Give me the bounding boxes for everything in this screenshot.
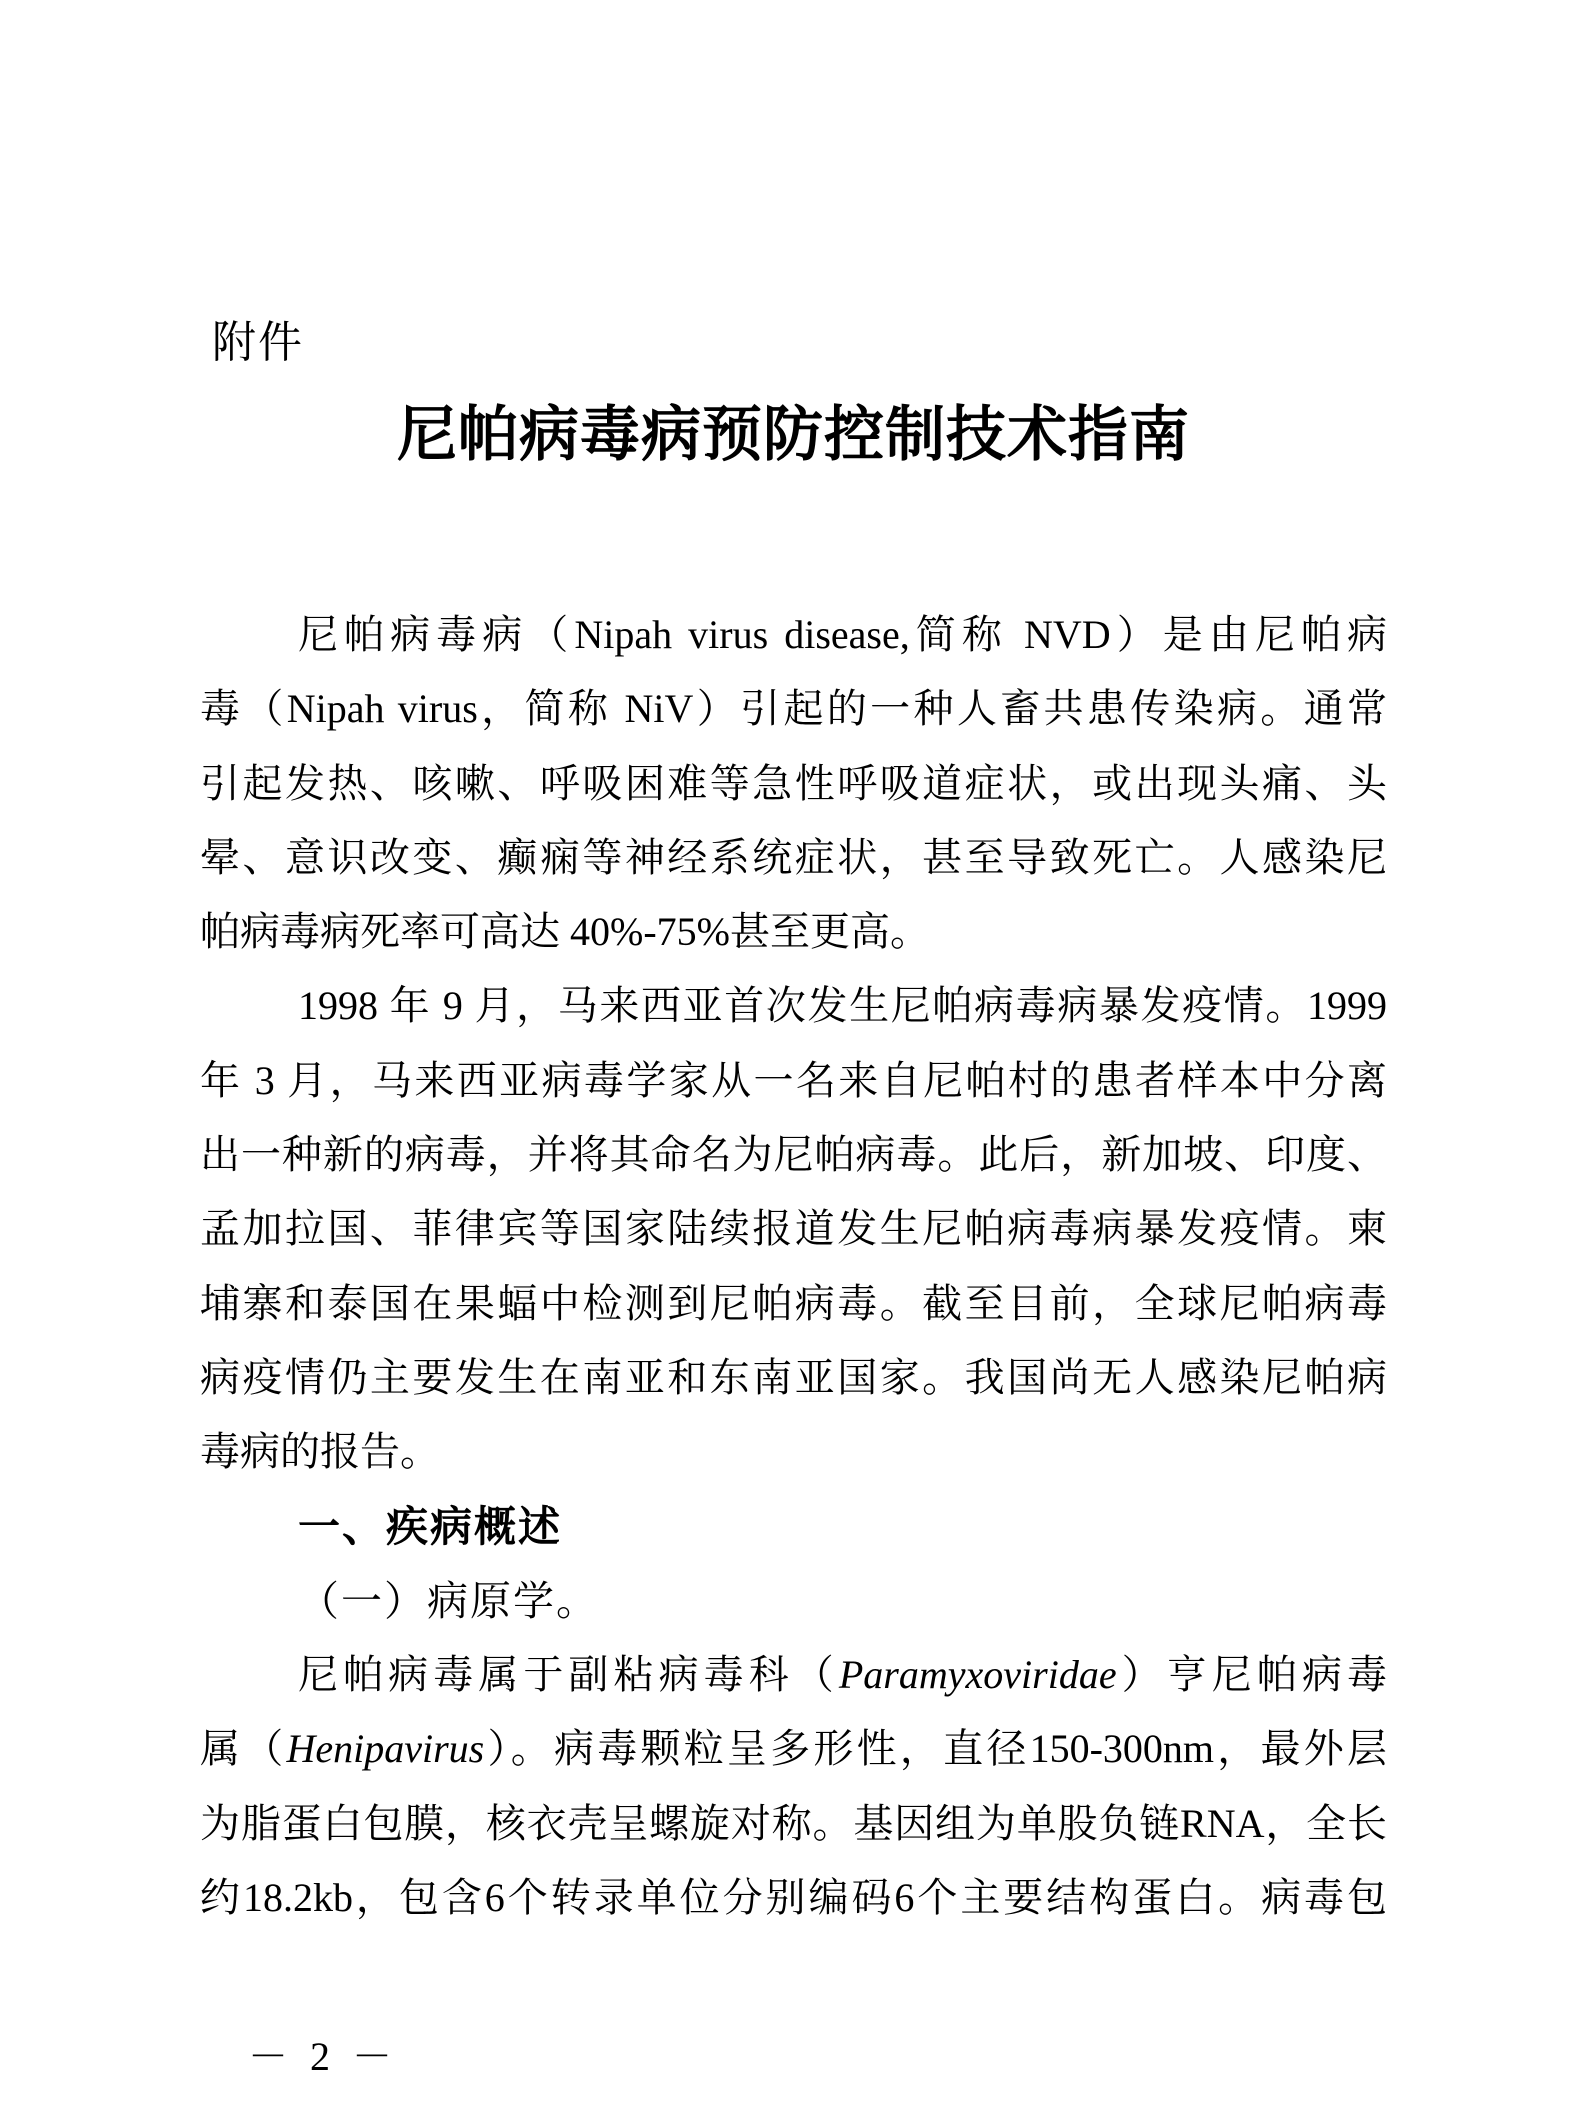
body-line: 约18.2kb，包含6个转录单位分别编码6个主要结构蛋白。病毒包 [200, 1875, 1387, 1921]
body-line-text: 属（ [200, 1726, 287, 1772]
body-line: 晕、意识改变、癫痫等神经系统症状，甚至导致死亡。人感染尼 [200, 834, 1387, 880]
attachment-label: 附件 [212, 318, 304, 367]
section-heading: 一、疾病概述 [298, 1502, 563, 1550]
body-line: 引起发热、咳嗽、呼吸困难等急性呼吸道症状，或出现头痛、头 [200, 760, 1387, 806]
body-line [200, 1638, 1387, 1712]
latin-genus-name: Paramyxoviridae [838, 1652, 1117, 1698]
paragraph-overview [200, 598, 1387, 969]
latin-genus-name: Henipavirus [286, 1726, 485, 1772]
body-line: 1998 年 9 月，马来西亚首次发生尼帕病毒病暴发疫情。1999 [298, 983, 1387, 1029]
page-number: － 2 － [248, 2034, 398, 2079]
body-line-text: 尼帕病毒属于副粘病毒科（ [298, 1652, 839, 1698]
document-title: 尼帕病毒病预防控制技术指南 [397, 402, 1190, 468]
body-line: 毒病的报告。 [200, 1429, 440, 1475]
body-line: 病疫情仍主要发生在南亚和东南亚国家。我国尚无人感染尼帕病 [200, 1354, 1387, 1400]
body-line: 帕病毒病死率可高达 40%-75%甚至更高。 [200, 909, 930, 955]
paragraph-pathogen [200, 1638, 1387, 1935]
body-line-text: ）。病毒颗粒呈多形性，直径150-300nm，最外层 [484, 1726, 1388, 1772]
subsection-heading: （一）病原学。 [298, 1577, 599, 1624]
document-body [200, 598, 1387, 1935]
body-line: 尼帕病毒病（Nipah virus disease,简称 NVD）是由尼帕病 [298, 612, 1387, 657]
body-line: 为脂蛋白包膜，核衣壳呈螺旋对称。基因组为单股负链RNA，全长 [200, 1800, 1387, 1846]
paragraph-history [200, 969, 1387, 1489]
body-line [200, 1712, 1387, 1786]
body-line-text: ）亨尼帕病毒 [1116, 1652, 1388, 1698]
body-line: 出一种新的病毒，并将其命名为尼帕病毒。此后，新加坡、印度、 [200, 1132, 1387, 1178]
body-line: 毒（Nipah virus，简称 NiV）引起的一种人畜共患传染病。通常 [200, 686, 1387, 732]
body-line: 孟加拉国、菲律宾等国家陆续报道发生尼帕病毒病暴发疫情。柬 [200, 1206, 1387, 1252]
body-line: 年 3 月，马来西亚病毒学家从一名来自尼帕村的患者样本中分离 [200, 1057, 1387, 1103]
body-line: 埔寨和泰国在果蝠中检测到尼帕病毒。截至目前，全球尼帕病毒 [200, 1280, 1387, 1326]
